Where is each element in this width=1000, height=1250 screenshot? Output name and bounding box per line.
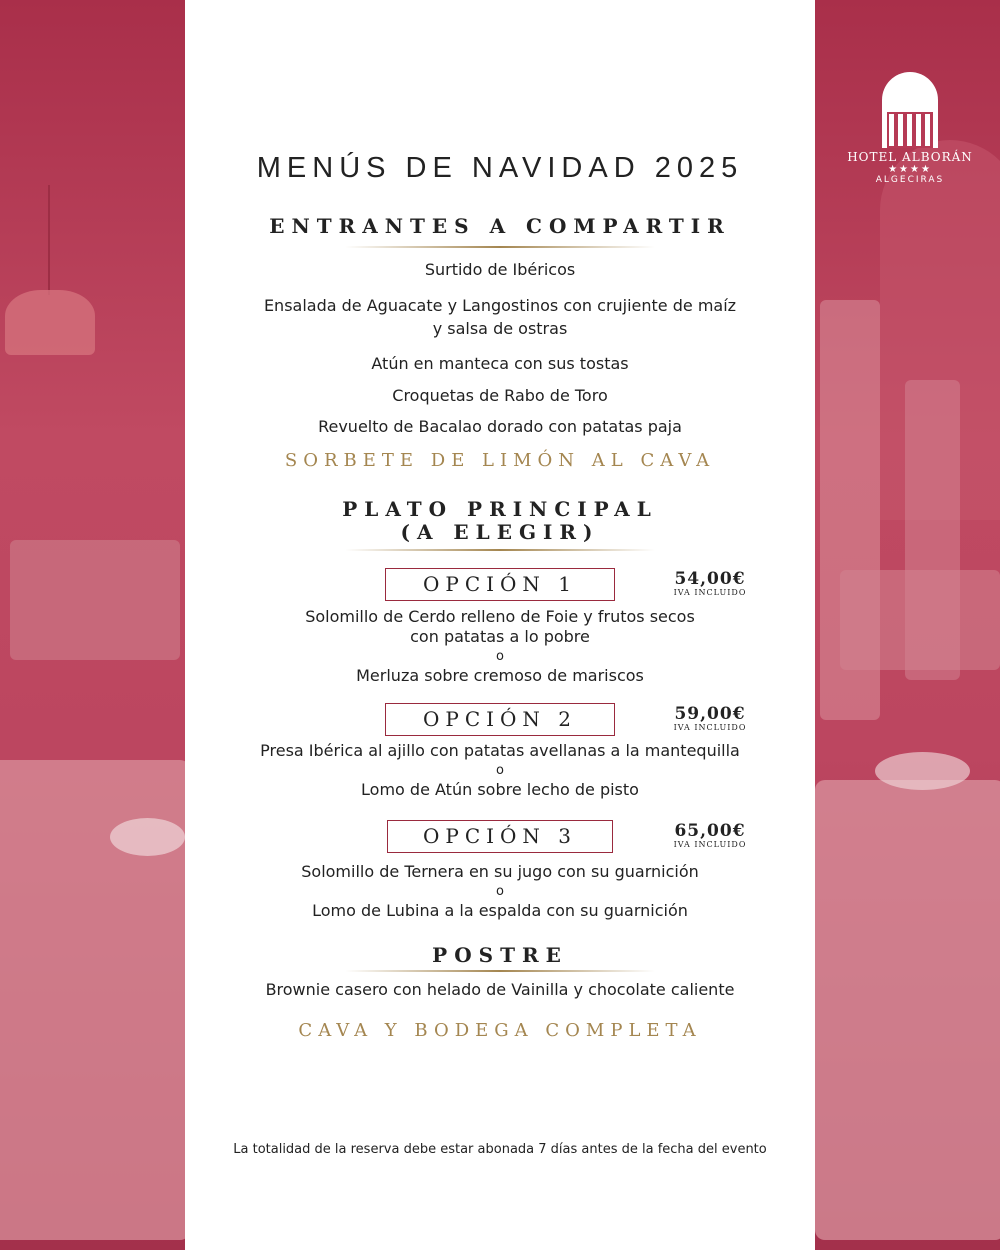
- option-2-dish: Presa Ibérica al ajillo con patatas avellanas a la mantequilla: [260, 741, 740, 760]
- background-table: [10, 540, 180, 660]
- option-1-dish: con patatas a lo pobre: [410, 627, 590, 646]
- hotel-city: ALGECIRAS: [875, 175, 945, 185]
- entrante-item: Ensalada de Aguacate y Langostinos con crujiente de maíz: [263, 296, 737, 315]
- option-2-dish-alt: Lomo de Atún sobre lecho de pisto: [361, 780, 639, 799]
- section-divider: [345, 246, 655, 248]
- price-amount: 65,00€: [674, 821, 746, 841]
- entrante-item: Revuelto de Bacalao dorado con patatas paja: [318, 417, 682, 436]
- sorbete-line: SORBETE DE LIMÓN AL CAVA: [284, 450, 716, 471]
- hotel-stars: ★★★★: [888, 164, 932, 175]
- price-iva-note: IVA INCLUIDO: [673, 723, 747, 732]
- option-2-label: OPCIÓN 2: [385, 703, 615, 736]
- ceiling-lamp: [5, 290, 95, 355]
- entrante-item: Atún en manteca con sus tostas: [371, 354, 629, 373]
- hotel-arch-icon: [880, 72, 940, 148]
- price-iva-note: IVA INCLUIDO: [673, 840, 747, 849]
- bodega-line: CAVA Y BODEGA COMPLETA: [298, 1020, 702, 1041]
- background-table: [840, 570, 1000, 670]
- price-amount: 54,00€: [674, 569, 746, 589]
- principal-subheading: (A ELEGIR): [400, 520, 600, 544]
- option-1-price: [660, 570, 760, 597]
- background-plate: [110, 818, 185, 856]
- section-divider: [345, 549, 655, 551]
- price-iva-note: IVA INCLUIDO: [673, 588, 747, 597]
- background-plate: [875, 752, 970, 790]
- option-1-label: OPCIÓN 1: [385, 568, 615, 601]
- entrante-item: Surtido de Ibéricos: [424, 260, 576, 279]
- option-1-dish-alt: Merluza sobre cremoso de mariscos: [356, 666, 644, 685]
- option-2-or: o: [496, 763, 504, 778]
- entrante-item: y salsa de ostras: [432, 319, 568, 338]
- hotel-name: HOTEL ALBORÁN: [847, 150, 973, 164]
- lamp-cord: [48, 185, 50, 295]
- option-3-dish-alt: Lomo de Lubina a la espalda con su guarnición: [312, 901, 688, 920]
- footer-note: La totalidad de la reserva debe estar abonada 7 días antes de la fecha del evento: [233, 1142, 767, 1157]
- postre-item: Brownie casero con helado de Vainilla y chocolate caliente: [265, 980, 735, 999]
- option-3-label: OPCIÓN 3: [387, 820, 613, 853]
- price-amount: 59,00€: [674, 704, 746, 724]
- section-divider: [345, 970, 655, 972]
- option-1-dish: Solomillo de Cerdo relleno de Foie y frutos secos: [305, 607, 695, 626]
- option-3-price: [660, 822, 760, 849]
- entrantes-heading: ENTRANTES A COMPARTIR: [269, 214, 731, 238]
- postre-heading: POSTRE: [432, 943, 568, 967]
- entrante-item: Croquetas de Rabo de Toro: [392, 386, 608, 405]
- hotel-logo: [845, 72, 975, 192]
- option-3-or: o: [496, 884, 504, 899]
- option-1-or: o: [496, 649, 504, 664]
- principal-heading: PLATO PRINCIPAL: [342, 497, 658, 521]
- menu-title: MENÚS DE NAVIDAD 2025: [256, 152, 744, 184]
- option-2-price: [660, 705, 760, 732]
- background-table: [815, 780, 1000, 1240]
- option-3-dish: Solomillo de Ternera en su jugo con su guarnición: [301, 862, 699, 881]
